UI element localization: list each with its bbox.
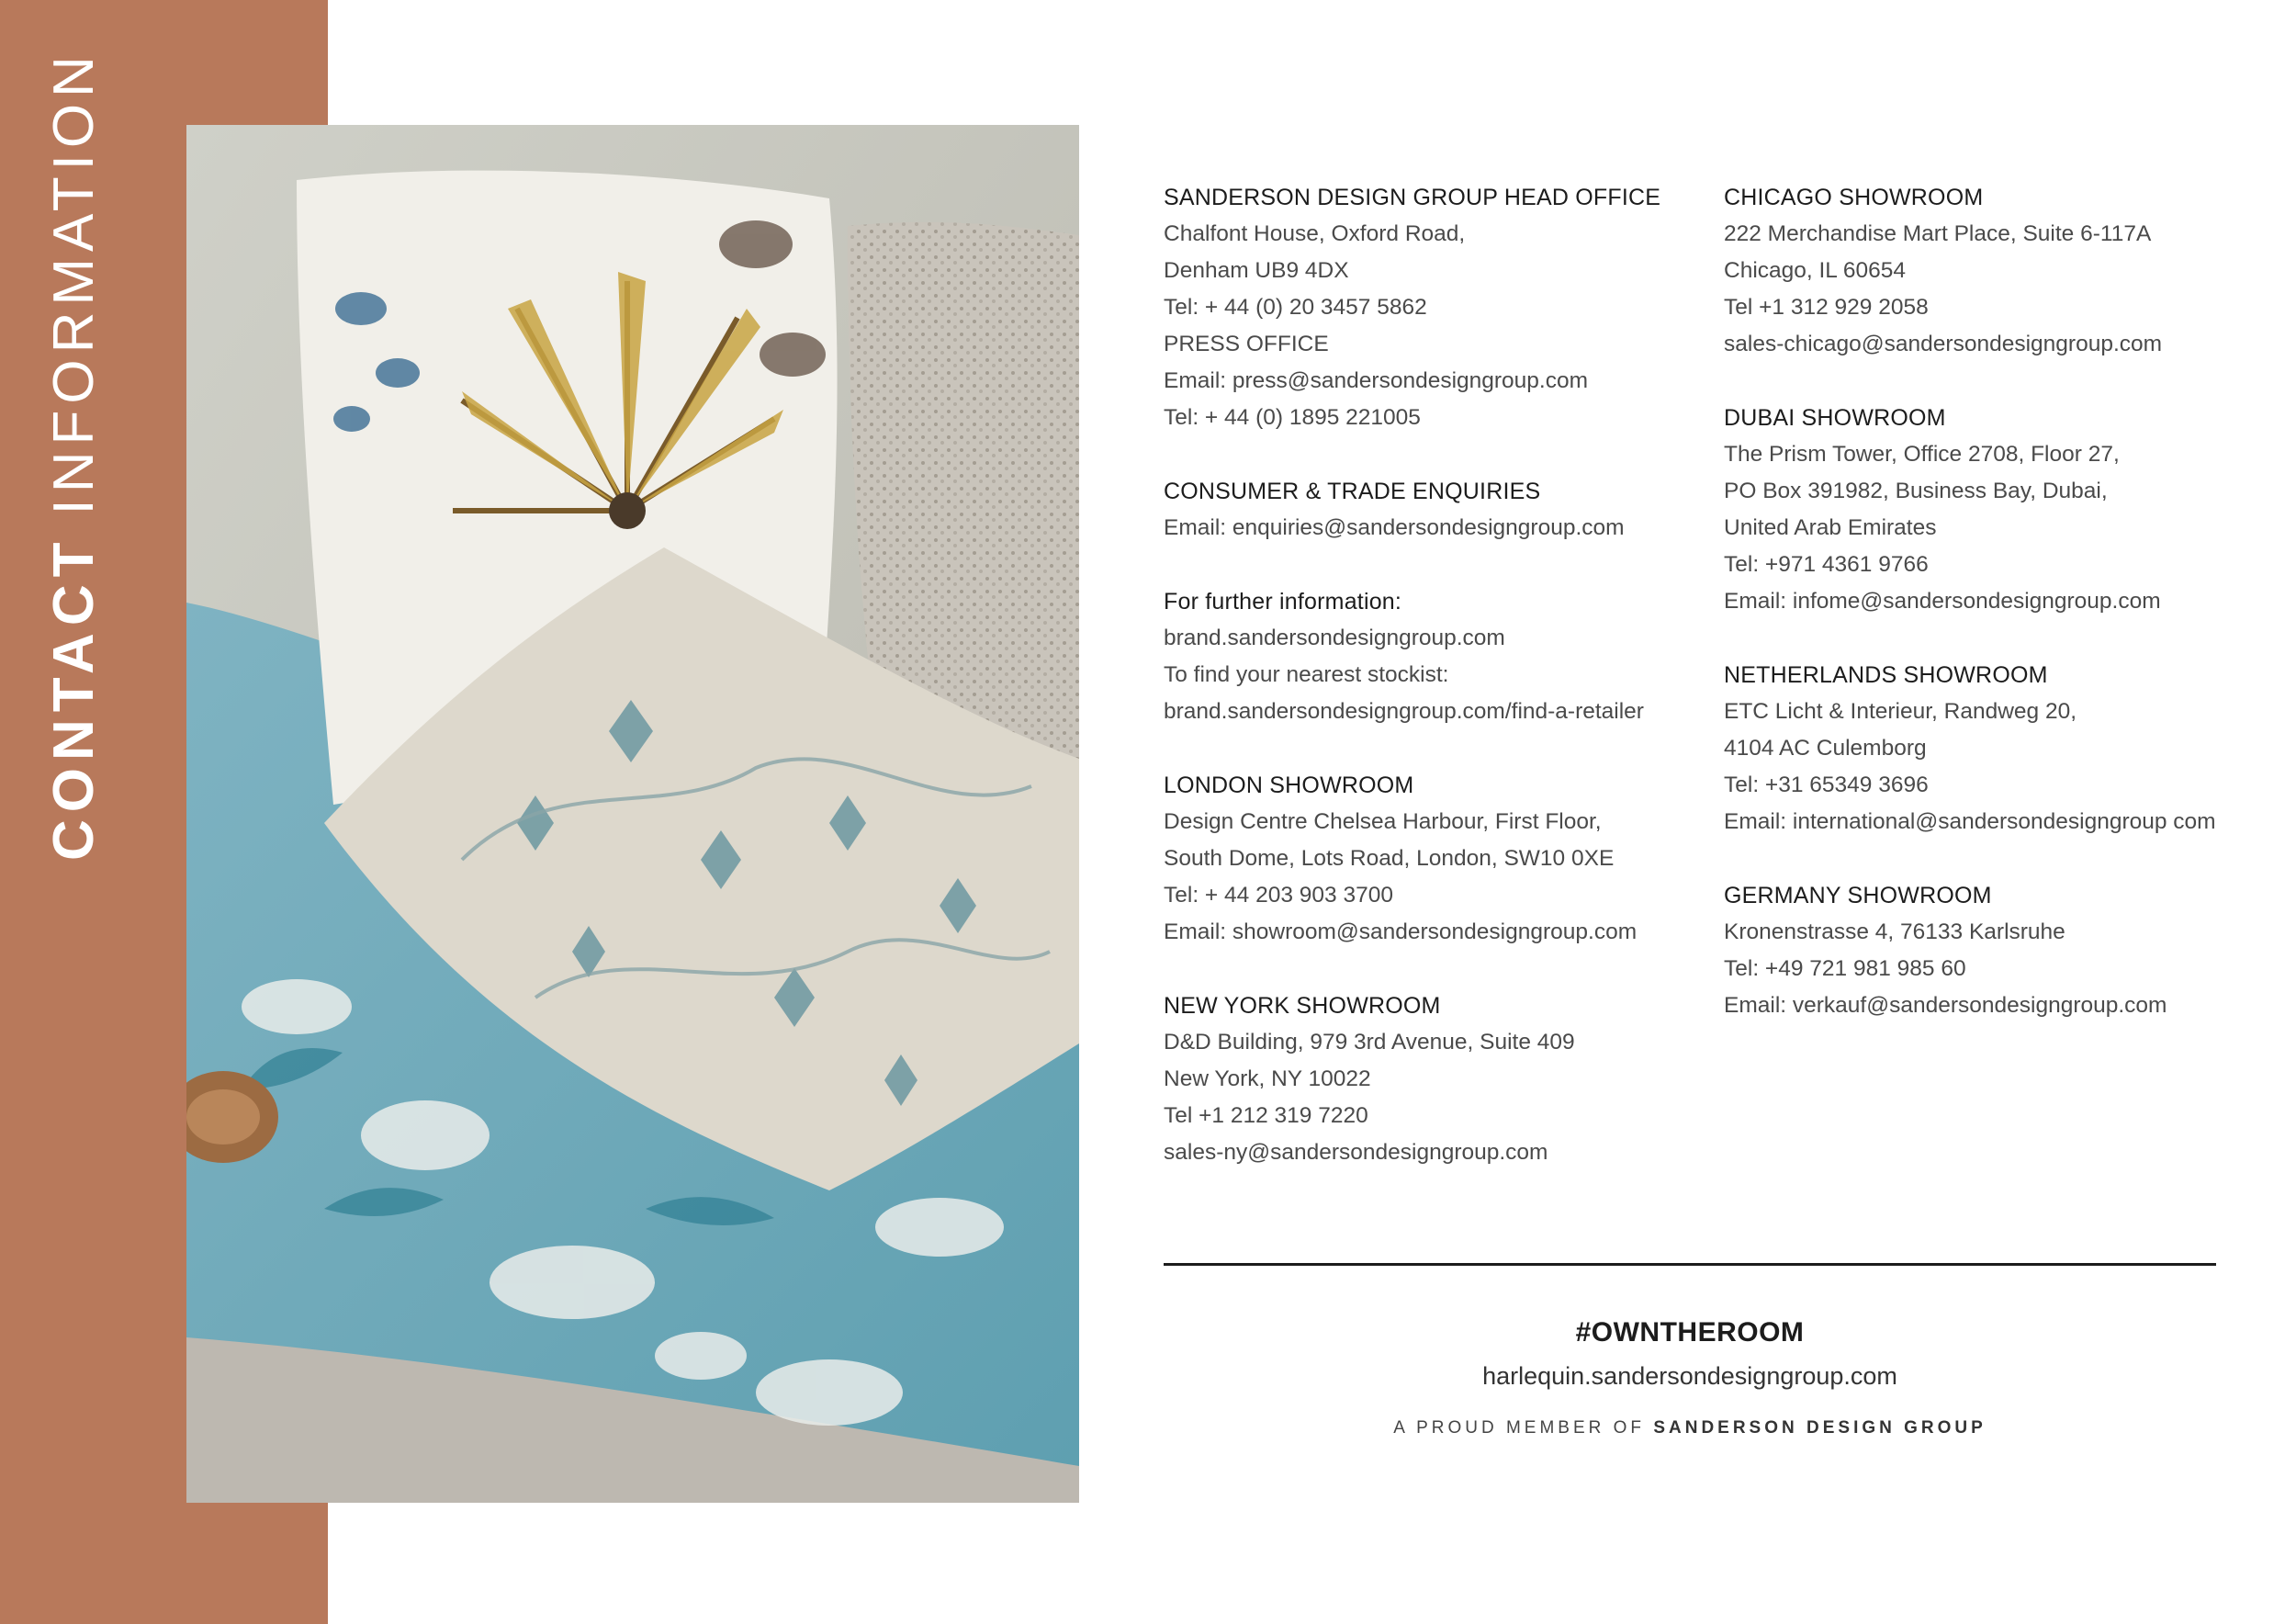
press-office-label: PRESS OFFICE (1164, 332, 1329, 356)
email-line[interactable]: Email: infome@sandersondesigngroup.com (1724, 589, 2161, 614)
address-line: PO Box 391982, Business Bay, Dubai, (1724, 479, 2108, 503)
address-line: The Prism Tower, Office 2708, Floor 27, (1724, 442, 2120, 467)
block-heading: NEW YORK SHOWROOM (1164, 993, 1441, 1019)
website-link[interactable]: harlequin.sandersondesigngroup.com (1482, 1362, 1897, 1390)
email-line[interactable]: Email: showroom@sandersondesigngroup.com (1164, 919, 1638, 944)
address-line: South Dome, Lots Road, London, SW10 0XE (1164, 846, 1615, 871)
membership-line (1164, 1418, 2216, 1438)
block-heading: For further information: (1164, 589, 1402, 615)
block-heading: NETHERLANDS SHOWROOM (1724, 662, 2048, 688)
contact-block-enquiries (1164, 473, 1678, 547)
page-title (42, 50, 106, 861)
membership-prefix: A PROUD MEMBER OF (1393, 1418, 1646, 1438)
address-line: Kronenstrasse 4, 76133 Karlsruhe (1724, 919, 2065, 944)
block-heading: GERMANY SHOWROOM (1724, 883, 1992, 908)
address-line: Chalfont House, Oxford Road, (1164, 221, 1466, 246)
page-title-bold: CONTACT (42, 535, 106, 861)
block-heading: DUBAI SHOWROOM (1724, 405, 1946, 431)
address-line: United Arab Emirates (1724, 515, 1937, 540)
address-line: Denham UB9 4DX (1164, 258, 1349, 283)
email-line[interactable]: Email: press@sandersondesigngroup.com (1164, 368, 1589, 393)
contact-block-further-info (1164, 583, 1678, 730)
block-heading: CONSUMER & TRADE ENQUIRIES (1164, 479, 1541, 504)
contact-column-left (1164, 179, 1678, 1208)
email-line[interactable]: Email: enquiries@sandersondesigngroup.com (1164, 515, 1625, 540)
hero-photo (186, 125, 1079, 1503)
phone-line: Tel: + 44 (0) 20 3457 5862 (1164, 295, 1427, 320)
email-line[interactable]: sales-ny@sandersondesigngroup.com (1164, 1140, 1548, 1165)
contact-block-new-york (1164, 987, 1678, 1171)
address-line: 222 Merchandise Mart Place, Suite 6-117A (1724, 221, 2152, 246)
phone-line: Tel: +31 65349 3696 (1724, 773, 1929, 797)
contact-block-london (1164, 767, 1678, 951)
retailer-link[interactable]: brand.sandersondesigngroup.com/find-a-retailer (1164, 699, 1644, 724)
contact-column-right (1724, 179, 2238, 1061)
address-line: D&D Building, 979 3rd Avenue, Suite 409 (1164, 1030, 1575, 1054)
phone-line: Tel +1 312 929 2058 (1724, 295, 1929, 320)
address-line: Chicago, IL 60654 (1724, 258, 1906, 283)
contact-block-netherlands (1724, 657, 2238, 840)
phone-line: Tel: + 44 (0) 1895 221005 (1164, 405, 1421, 430)
phone-line: Tel: +971 4361 9766 (1724, 552, 1929, 577)
page-title-light: INFORMATION (42, 50, 106, 515)
contact-block-dubai (1724, 400, 2238, 620)
block-heading: CHICAGO SHOWROOM (1724, 185, 1984, 210)
address-line: ETC Licht & Interieur, Randweg 20, (1724, 699, 2077, 724)
cushions-illustration (186, 125, 1079, 1503)
footer-divider (1164, 1263, 2216, 1266)
stockist-label: To find your nearest stockist: (1164, 662, 1449, 687)
hashtag: #OWNTHEROOM (1575, 1317, 1805, 1348)
email-line[interactable]: Email: verkauf@sandersondesigngroup.com (1724, 993, 2167, 1018)
contact-block-head-office (1164, 179, 1678, 436)
address-line: New York, NY 10022 (1164, 1066, 1371, 1091)
email-line[interactable]: Email: international@sandersondesigngroup com (1724, 809, 2216, 834)
email-line[interactable]: sales-chicago@sandersondesigngroup.com (1724, 332, 2163, 356)
website-link[interactable]: brand.sandersondesigngroup.com (1164, 626, 1505, 650)
block-heading: LONDON SHOWROOM (1164, 773, 1414, 798)
address-line: Design Centre Chelsea Harbour, First Floor, (1164, 809, 1602, 834)
address-line: 4104 AC Culemborg (1724, 736, 1927, 761)
block-heading: SANDERSON DESIGN GROUP HEAD OFFICE (1164, 185, 1661, 210)
phone-line: Tel: +49 721 981 985 60 (1724, 956, 1966, 981)
phone-line: Tel +1 212 319 7220 (1164, 1103, 1368, 1128)
phone-line: Tel: + 44 203 903 3700 (1164, 883, 1393, 908)
contact-block-chicago (1724, 179, 2238, 363)
contact-block-germany (1724, 877, 2238, 1024)
membership-brand: SANDERSON DESIGN GROUP (1653, 1418, 1986, 1438)
